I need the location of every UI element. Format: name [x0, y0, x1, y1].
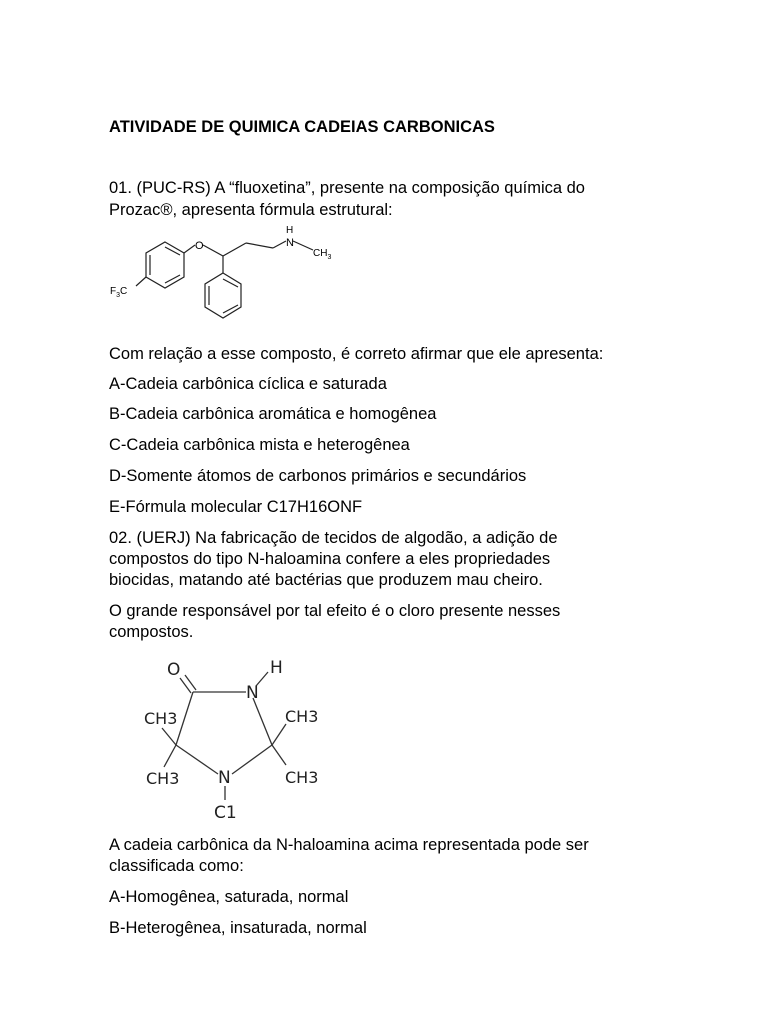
nitrogen-bottom-label: N — [218, 768, 231, 788]
question-1-prompt: Com relação a esse composto, é correto afirmar que ele apresenta: — [109, 345, 604, 363]
question-2-option-a: A-Homogênea, saturada, normal — [109, 888, 349, 906]
question-1-option-d: D-Somente átomos de carbonos primários e secundários — [109, 467, 527, 485]
question-2-prompt-line-2: classificada como: — [109, 857, 244, 875]
nitrogen-label: N — [286, 237, 294, 249]
question-1-option-a: A-Cadeia carbônica cíclica e saturada — [109, 375, 387, 393]
oxygen-label: O — [195, 240, 204, 252]
page-title: ATIVIDADE DE QUIMICA CADEIAS CARBONICAS — [109, 118, 495, 136]
question-1-option-e: E-Fórmula molecular C17H16ONF — [109, 498, 363, 516]
methyl-label-lower-left: CH3 — [146, 769, 180, 788]
question-2-intro-line-3: biocidas, matando até bactérias que produzem mau cheiro. — [109, 571, 543, 589]
question-2-paragraph-line-2: compostos. — [109, 623, 194, 641]
methyl-label-upper-right: CH3 — [285, 707, 319, 726]
chlorine-label: C1 — [214, 803, 237, 822]
hydrogen-label: H — [286, 225, 294, 236]
hydrogen-label: H — [270, 658, 283, 678]
question-1-intro-line-2: Prozac®, apresenta fórmula estrutural: — [109, 201, 393, 219]
question-2-intro-line-1: 02. (UERJ) Na fabricação de tecidos de algodão, a adição de — [109, 529, 558, 547]
methyl-label-lower-right: CH3 — [285, 768, 319, 787]
question-1-option-b: B-Cadeia carbônica aromática e homogênea — [109, 405, 437, 423]
methyl-label: $CH_3$ — [313, 248, 332, 261]
question-1-option-c: C-Cadeia carbônica mista e heterogênea — [109, 436, 410, 454]
methyl-label-upper-left: CH3 — [144, 709, 178, 728]
question-2-option-b: B-Heterogênea, insaturada, normal — [109, 919, 367, 937]
question-2-prompt-line-1: A cadeia carbônica da N-haloamina acima representada pode ser — [109, 836, 589, 854]
question-2-paragraph-line-1: O grande responsável por tal efeito é o cloro presente nesses — [109, 602, 561, 620]
oxygen-label: O — [167, 660, 181, 680]
trifluoromethyl-label: $F_3C$ — [110, 286, 128, 299]
question-1-intro-line-1: 01. (PUC-RS) A “fluoxetina”, presente na composição química do — [109, 179, 585, 197]
question-2-intro-line-2: compostos do tipo N-haloamina confere a eles propriedades — [109, 550, 551, 568]
fluoxetine-structure-figure — [108, 222, 360, 332]
n-haloamine-structure-figure — [140, 650, 330, 822]
nitrogen-top-label: N — [246, 683, 259, 703]
